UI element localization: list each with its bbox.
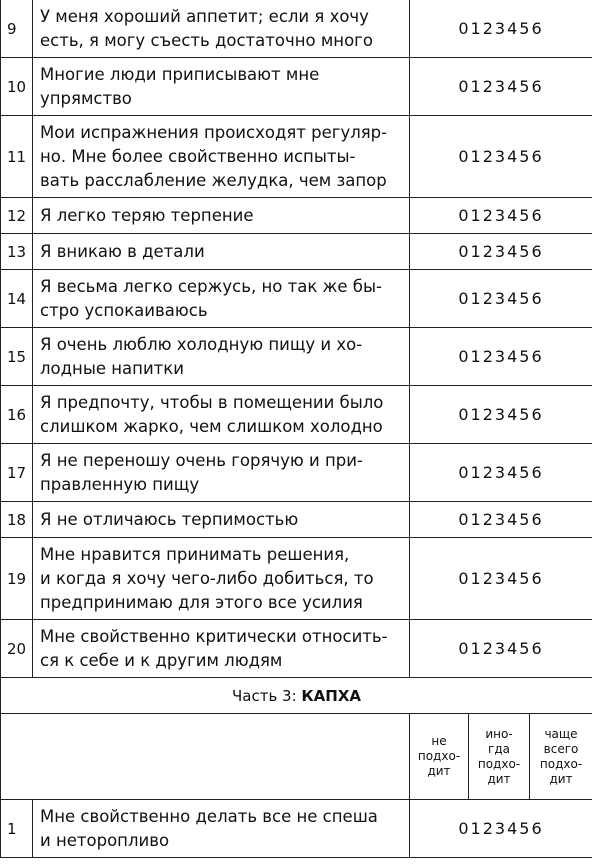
question-text <box>33 502 410 538</box>
question-text-line: Я предпочту, чтобы в помещении было <box>40 392 384 412</box>
question-number: 9 <box>1 0 33 58</box>
question-text <box>33 270 410 328</box>
question-row <box>1 800 592 858</box>
rating-scale[interactable]: 0123456 <box>410 444 592 502</box>
question-text-line: предпринимаю для этого все усилия <box>40 592 363 612</box>
column-header-row <box>1 714 592 800</box>
question-text-line: Мои испражнения происходят регуляр- <box>40 122 388 142</box>
rating-scale[interactable]: 0123456 <box>410 116 592 198</box>
rating-scale[interactable]: 0123456 <box>410 0 592 58</box>
question-row <box>1 0 592 58</box>
header-line: дит <box>427 764 451 778</box>
question-text-line: Я не переношу очень горячую и при- <box>40 450 363 470</box>
question-text-line: У меня хороший аппетит; если я хочу <box>40 6 369 26</box>
question-text <box>33 800 410 858</box>
question-row <box>1 58 592 116</box>
part-prefix: Часть 3: <box>231 686 302 705</box>
question-text-line: Я очень люблю холодную пищу и хо- <box>40 334 363 354</box>
question-text-line: упрямство <box>40 88 132 108</box>
header-line: не <box>431 734 447 748</box>
question-text-line: Я весьма легко сержусь, но так же бы- <box>40 276 382 296</box>
rating-scale[interactable]: 0123456 <box>410 58 592 116</box>
question-number: 1 <box>1 800 33 858</box>
header-line: дит <box>487 771 511 786</box>
header-sometimes-fit <box>469 714 530 800</box>
question-row <box>1 538 592 620</box>
question-text <box>33 386 410 444</box>
rating-scale[interactable]: 0123456 <box>410 538 592 620</box>
rating-scale[interactable]: 0123456 <box>410 234 592 270</box>
rating-scale[interactable]: 0123456 <box>410 620 592 678</box>
header-blank-cell <box>1 714 410 800</box>
question-row <box>1 386 592 444</box>
question-number: 18 <box>1 502 33 538</box>
question-text-line: правленную пищу <box>40 474 200 494</box>
header-line: всего <box>543 741 579 756</box>
question-text-line: лодные напитки <box>40 358 184 378</box>
rating-scale[interactable]: 0123456 <box>410 386 592 444</box>
question-number: 17 <box>1 444 33 502</box>
header-not-fit <box>410 714 469 800</box>
rating-scale[interactable]: 0123456 <box>410 800 592 858</box>
question-number: 16 <box>1 386 33 444</box>
question-row <box>1 328 592 386</box>
question-row <box>1 270 592 328</box>
question-row <box>1 198 592 234</box>
question-text-line: вать расслабление желудка, чем запор <box>40 170 387 190</box>
question-text <box>33 116 410 198</box>
question-number: 12 <box>1 198 33 234</box>
question-text-line: есть, я могу съесть достаточно много <box>40 30 373 50</box>
question-text-line: и неторопливо <box>40 830 170 850</box>
question-number: 19 <box>1 538 33 620</box>
header-line: чаще <box>544 726 578 741</box>
header-mostly-fit <box>530 714 592 800</box>
question-text <box>33 234 410 270</box>
question-text-line: Я вникаю в детали <box>40 241 205 261</box>
rating-scale[interactable]: 0123456 <box>410 502 592 538</box>
question-number: 13 <box>1 234 33 270</box>
question-text-line: Мне свойственно делать все не спеша <box>40 806 378 826</box>
question-text-line: Мне нравится принимать решения, <box>40 544 350 564</box>
question-text-line: стро успокаиваюсь <box>40 300 208 320</box>
question-row <box>1 444 592 502</box>
header-line: дит <box>549 771 573 786</box>
question-text <box>33 0 410 58</box>
question-number: 15 <box>1 328 33 386</box>
question-text-line: Я не отличаюсь терпимостью <box>40 509 299 529</box>
question-number: 11 <box>1 116 33 198</box>
question-text <box>33 328 410 386</box>
question-number: 14 <box>1 270 33 328</box>
question-text-line: Мне свойственно критически относить- <box>40 626 388 646</box>
part-title <box>1 678 592 714</box>
question-row <box>1 116 592 198</box>
question-text <box>33 198 410 234</box>
question-text-line: Я легко теряю терпение <box>40 205 254 225</box>
header-line: подхо- <box>539 756 583 771</box>
question-text-line: ся к себе и к другим людям <box>40 650 283 670</box>
header-line: гда <box>488 741 510 756</box>
question-text-line: Многие люди приписывают мне <box>40 64 320 84</box>
question-text <box>33 538 410 620</box>
part-header-row <box>1 678 592 714</box>
question-text-line: и когда я хочу чего-либо добиться, то <box>40 568 374 588</box>
question-text <box>33 444 410 502</box>
rating-scale[interactable]: 0123456 <box>410 198 592 234</box>
question-text <box>33 620 410 678</box>
question-row <box>1 620 592 678</box>
question-number: 10 <box>1 58 33 116</box>
header-line: ино- <box>485 726 513 741</box>
part-name: КАПХА <box>301 686 362 705</box>
header-line: подхо- <box>417 749 461 763</box>
rating-scale[interactable]: 0123456 <box>410 270 592 328</box>
question-text-line: слишком жарко, чем слишком холодно <box>40 416 383 436</box>
question-text-line: но. Мне более свойственно испыты- <box>40 146 356 166</box>
question-text <box>33 58 410 116</box>
rating-scale[interactable]: 0123456 <box>410 328 592 386</box>
question-number: 20 <box>1 620 33 678</box>
header-line: подхо- <box>477 756 521 771</box>
question-row <box>1 234 592 270</box>
question-row <box>1 502 592 538</box>
